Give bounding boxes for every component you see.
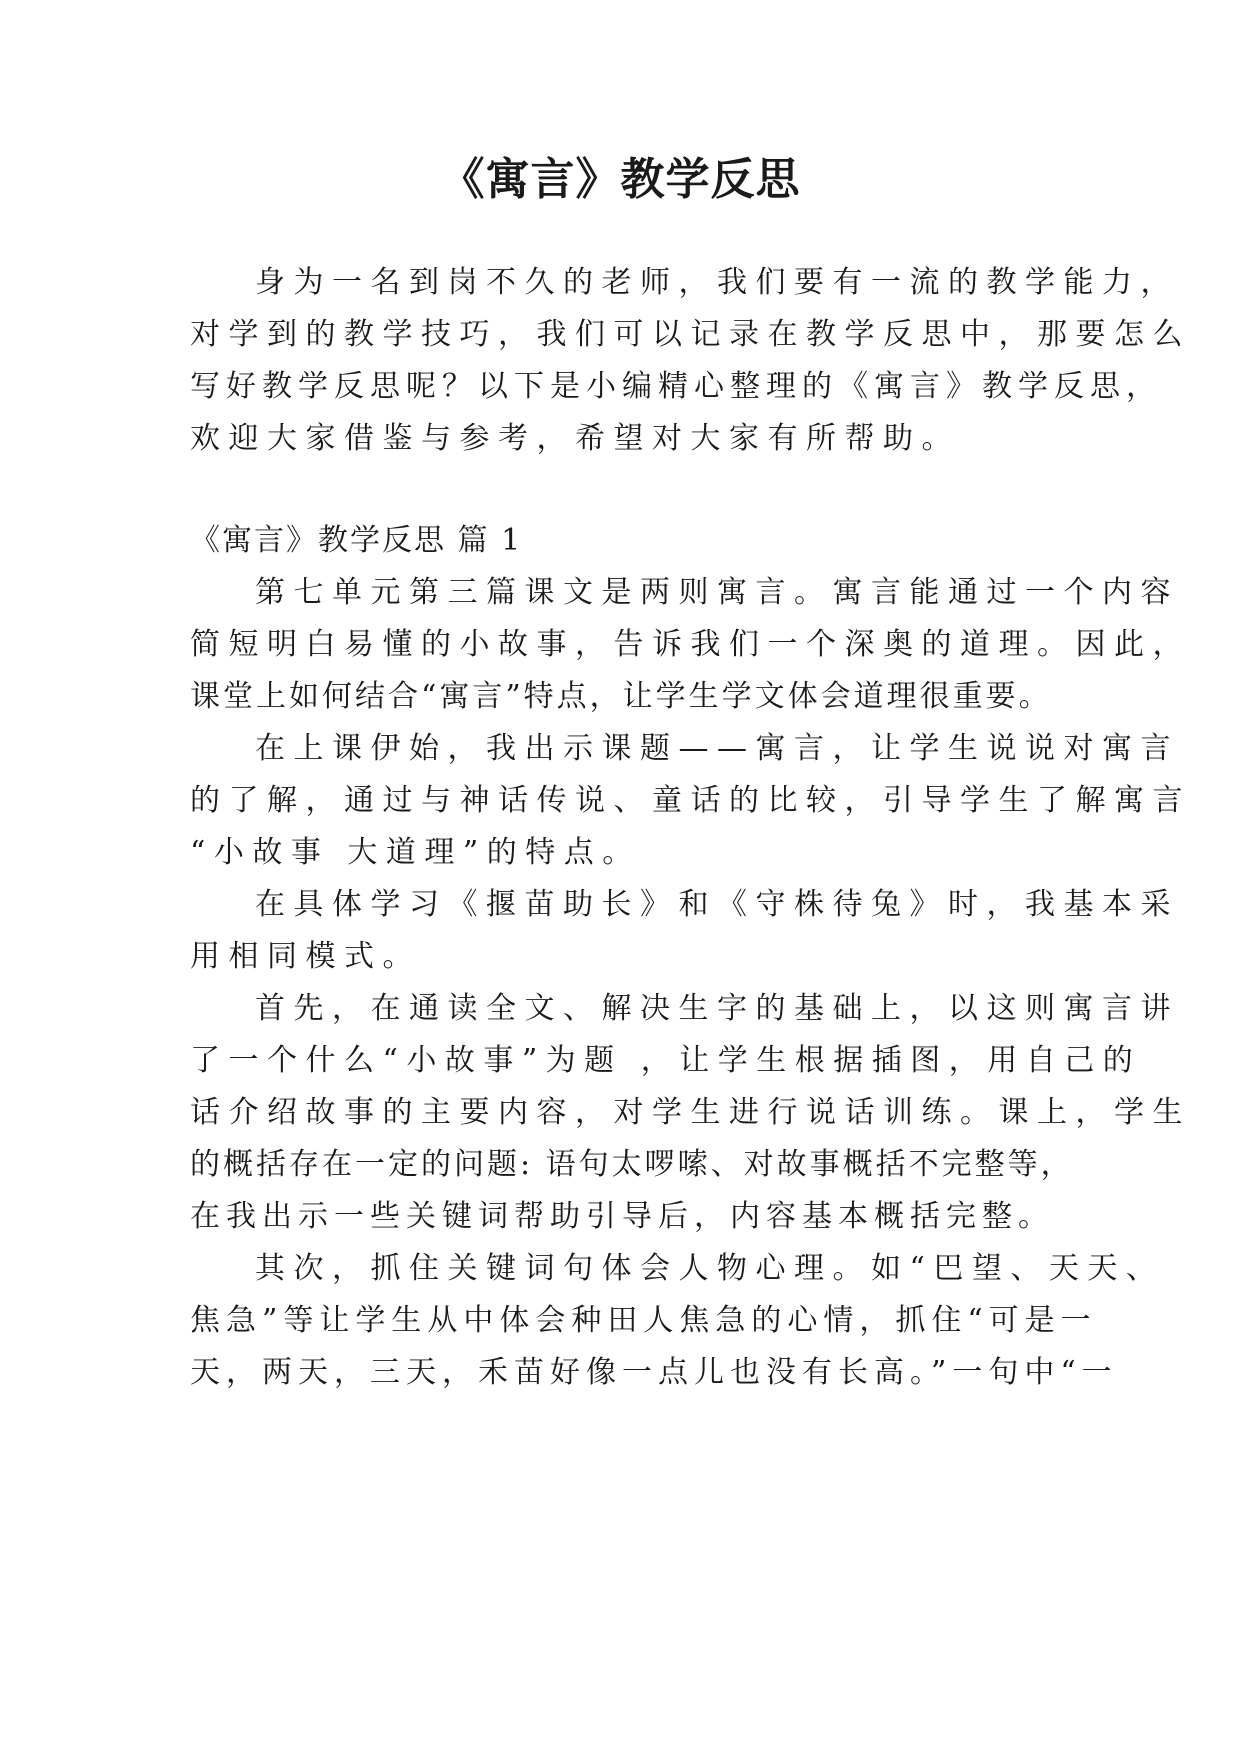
body-line-11: 话介绍故事的主要内容，对学生进行说话训练。课上，学生 (190, 1095, 1191, 1130)
body-line-1: 第七单元第三篇课文是两则寓言。寓言能通过一个内容 (255, 575, 1179, 610)
document-title: 《寓言》教学反思 (440, 154, 801, 205)
body-line-13: 在我出示一些关键词帮助引导后，内容基本概括完整。 (190, 1199, 1054, 1234)
body-line-12: 的概括存在一定的问题: 语句太啰嗦、对故事概括不完整等， (190, 1147, 1074, 1182)
body-line-5: 的了解，通过与神话传说、童话的比较，引导学生了解寓言 (190, 783, 1191, 818)
body-line-8: 用相同模式。 (190, 939, 421, 974)
intro-line-1: 身为一名到岗不久的老师，我们要有一流的教学能力， (255, 265, 1179, 300)
body-line-14: 其次，抓住关键词句体会人物心理。如“巴望、天天、 (255, 1251, 1165, 1286)
body-line-6: “小故事 大道理”的特点。 (190, 835, 641, 870)
intro-line-3: 写好教学反思呢？以下是小编精心整理的《寓言》教学反思， (190, 369, 1162, 404)
section-heading: 《寓言》教学反思 篇 1 (190, 523, 523, 558)
body-line-2: 简短明白易懂的小故事，告诉我们一个深奥的道理。因此， (190, 627, 1191, 662)
intro-line-4: 欢迎大家借鉴与参考，希望对大家有所帮助。 (190, 421, 960, 456)
body-line-15: 焦急”等让学生从中体会种田人焦急的心情，抓住“可是一 (190, 1303, 1097, 1338)
body-line-3: 课堂上如何结合“寓言”特点，让学生学文体会道理很重要。 (190, 679, 1052, 714)
body-line-10: 了一个什么“小故事”为题 ，让学生根据插图，用自己的 (190, 1043, 1142, 1078)
body-line-16: 天，两天，三天，禾苗好像一点儿也没有长高。”一句中“一 (190, 1355, 1118, 1390)
body-line-7: 在具体学习《揠苗助长》和《守株待兔》时，我基本采 (255, 887, 1179, 922)
body-line-4: 在上课伊始，我出示课题——寓言，让学生说说对寓言 (255, 731, 1179, 766)
intro-line-2: 对学到的教学技巧，我们可以记录在教学反思中，那要怎么 (190, 317, 1191, 352)
body-line-9: 首先，在通读全文、解决生字的基础上，以这则寓言讲 (255, 991, 1179, 1026)
